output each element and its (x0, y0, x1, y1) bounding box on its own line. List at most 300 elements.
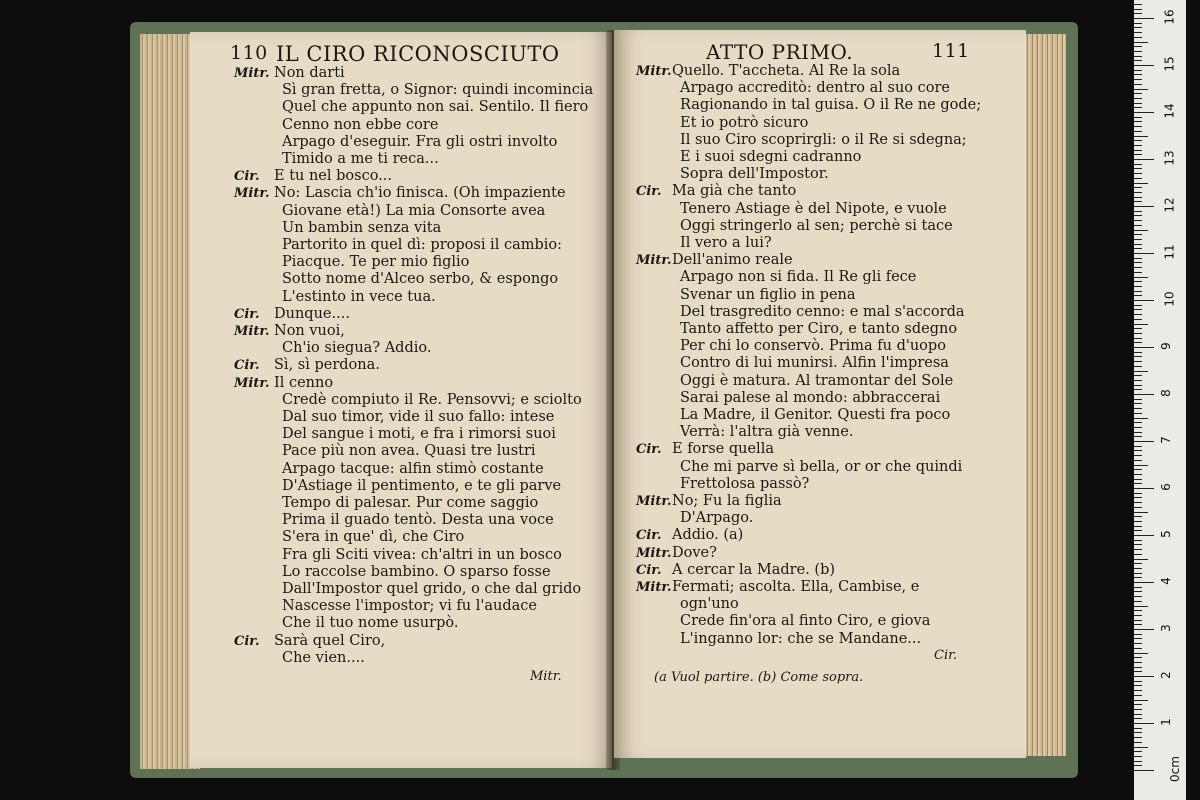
verse-text: Arpago d'eseguir. Fra gli ostri involto (282, 133, 558, 150)
ruler-tick (1134, 187, 1142, 188)
ruler-label: 3 (1158, 624, 1173, 632)
verse-text: Dove? (672, 544, 717, 561)
ruler-tick (1134, 281, 1142, 282)
ruler-tick (1134, 554, 1142, 555)
verse-text: Credè compiuto il Re. Pensovvi; e sciolto (282, 391, 582, 408)
ruler-tick (1134, 27, 1142, 28)
text-line (614, 304, 1026, 321)
ruler-tick (1134, 159, 1154, 160)
text-line (190, 495, 612, 512)
speaker-label: Mitr. (636, 580, 672, 595)
text-line (614, 373, 1026, 390)
ruler-tick (1134, 23, 1142, 24)
verse-text: Prima il guado tentò. Desta una voce (282, 512, 554, 529)
ruler-tick (1134, 93, 1142, 94)
ruler-tick (1134, 84, 1142, 85)
text-line (614, 321, 1026, 338)
ruler-label: 0cm (1167, 756, 1182, 782)
text-line (190, 323, 612, 340)
speaker-label: Cir. (636, 442, 662, 458)
text-line (614, 476, 1026, 493)
text-line (614, 390, 1026, 407)
text-line (614, 252, 1026, 269)
text-line (614, 613, 1026, 630)
right-page (614, 30, 1026, 758)
text-line (614, 441, 1026, 458)
text-line (190, 237, 612, 254)
right-catchword: Cir. (934, 648, 958, 663)
ruler-tick (1134, 347, 1154, 348)
text-line (614, 562, 1026, 579)
ruler-label: 13 (1162, 150, 1177, 166)
ruler-tick (1134, 559, 1148, 560)
speaker-label: Mitr. (636, 64, 672, 79)
ruler-tick (1134, 606, 1148, 607)
verse-text: Timido a me ti reca... (282, 151, 439, 167)
ruler-tick (1134, 634, 1142, 635)
ruler-tick (1134, 474, 1142, 475)
ruler-tick (1134, 685, 1142, 686)
verse-text: Il cenno (274, 374, 334, 391)
ruler-tick (1134, 455, 1142, 456)
ruler-tick (1134, 695, 1142, 696)
verse-text: Et io potrò sicuro (680, 114, 809, 131)
text-line (614, 97, 1026, 114)
ruler-tick (1134, 483, 1142, 484)
text-line (614, 424, 1026, 441)
speaker-label: Mitr. (636, 545, 672, 561)
ruler-tick (1134, 577, 1142, 578)
ruler-tick (1134, 112, 1154, 113)
verse-text: Sotto nome d'Alceo serbo, & espongo (282, 271, 559, 288)
ruler-tick (1134, 704, 1142, 705)
speaker-label: Cir. (234, 633, 260, 649)
speaker-label: Mitr. (234, 375, 270, 391)
ruler-tick (1134, 375, 1142, 376)
speaker-label: Mitr. (636, 494, 672, 509)
ruler-tick (1134, 319, 1142, 320)
speaker-label: Mitr. (234, 66, 270, 81)
verse-text: No: Lascia ch'io finisca. (Oh impaziente (274, 185, 566, 202)
text-line (190, 409, 612, 426)
ruler-tick (1134, 540, 1142, 541)
ruler-tick (1134, 591, 1142, 592)
ruler-tick (1134, 497, 1142, 498)
ruler-tick (1134, 770, 1154, 771)
ruler-tick (1134, 380, 1142, 381)
ruler-tick (1134, 267, 1142, 268)
ruler-tick (1134, 526, 1142, 527)
text-line (614, 269, 1026, 286)
right-page-number: 111 (932, 40, 970, 62)
ruler-label: 6 (1158, 483, 1173, 491)
text-line (190, 185, 612, 202)
verse-text: Fra gli Sciti vivea: ch'altri in un bosco (282, 546, 562, 563)
ruler-tick (1134, 568, 1142, 569)
text-line (614, 63, 1026, 80)
ruler-tick (1134, 671, 1142, 672)
ruler-tick (1134, 18, 1154, 19)
ruler-tick (1134, 432, 1142, 433)
ruler-tick (1134, 121, 1142, 122)
ruler-tick (1134, 385, 1142, 386)
ruler-tick (1134, 465, 1148, 466)
verse-text: L'inganno lor: che se Mandane... (680, 630, 922, 647)
verse-text: Del trasgredito cenno: e mal s'accorda (680, 303, 965, 320)
ruler-tick (1134, 648, 1142, 649)
ruler-label: 12 (1162, 197, 1177, 213)
ruler-tick (1134, 46, 1142, 47)
text-line (190, 220, 612, 237)
verse-text: Sopra dell'Impostor. (680, 166, 829, 183)
verse-text: E tu nel bosco... (274, 168, 393, 185)
ruler-label: 5 (1158, 530, 1173, 538)
ruler-tick (1134, 234, 1142, 235)
text-line (614, 338, 1026, 355)
ruler-tick (1134, 51, 1142, 52)
ruler-label: 1 (1158, 718, 1173, 726)
ruler-tick (1134, 413, 1142, 414)
text-line (614, 459, 1026, 476)
ruler-tick (1134, 333, 1142, 334)
verse-text: Quello. T'accheta. Al Re la sola (672, 63, 901, 79)
ruler-tick (1134, 427, 1142, 428)
text-line (614, 510, 1026, 527)
text-line (190, 117, 612, 134)
ruler-tick (1134, 728, 1142, 729)
verse-text: Dall'Impostor quel grido, o che dal grido (282, 581, 582, 597)
verse-text: Oggi stringerlo al sen; perchè si tace (680, 217, 953, 234)
ruler-tick (1134, 718, 1142, 719)
ruler-tick (1134, 65, 1154, 66)
ruler-tick (1134, 629, 1154, 630)
ruler-tick (1134, 389, 1142, 390)
ruler-tick (1134, 441, 1154, 442)
verse-text: D'Arpago. (680, 510, 754, 527)
ruler-tick (1134, 587, 1142, 588)
ruler-tick (1134, 653, 1148, 654)
ruler-tick (1134, 751, 1142, 752)
ruler-tick (1134, 761, 1142, 762)
ruler-label: 8 (1158, 389, 1173, 397)
right-running-title: ATTO PRIMO. (706, 40, 854, 64)
text-line (614, 115, 1026, 132)
ruler-tick (1134, 56, 1142, 57)
verse-text: Ragionando in tal guisa. O il Re ne gode; (680, 97, 982, 114)
text-line (614, 493, 1026, 510)
ruler-tick (1134, 201, 1142, 202)
ruler-tick (1134, 192, 1142, 193)
ruler-tick (1134, 277, 1148, 278)
text-line (190, 168, 612, 185)
ruler-tick (1134, 418, 1148, 419)
ruler-tick (1134, 42, 1148, 43)
verse-text: L'estinto in vece tua. (282, 288, 436, 305)
ruler-tick (1134, 168, 1142, 169)
ruler-tick (1134, 136, 1148, 137)
ruler-tick (1134, 596, 1142, 597)
ruler-tick (1134, 60, 1142, 61)
verse-text: Fermati; ascolta. Ella, Cambise, e (672, 579, 920, 595)
text-line (190, 564, 612, 581)
verse-text: Cenno non ebbe core (282, 116, 439, 133)
verse-text: No; Fu la figlia (672, 493, 782, 509)
ruler-tick (1134, 145, 1142, 146)
verse-text: Crede fin'ora al finto Ciro, e giova (680, 613, 931, 630)
verse-text: Sì gran fretta, o Signor: quindi incomincia (282, 82, 594, 99)
verse-text: E forse quella (672, 441, 774, 458)
ruler-tick (1134, 732, 1142, 733)
ruler-tick (1134, 342, 1142, 343)
verse-text: Sarai palese al mondo: abbraccerai (680, 389, 941, 406)
text-line (614, 218, 1026, 235)
ruler-label: 7 (1158, 436, 1173, 444)
ruler-tick (1134, 450, 1142, 451)
text-line (190, 99, 612, 116)
ruler-tick (1134, 601, 1142, 602)
verse-text: Lo raccolse bambino. O sparso fosse (282, 563, 551, 580)
ruler-tick (1134, 765, 1142, 766)
verse-text: Partorito in quel dì: proposi il cambio: (282, 237, 562, 253)
right-page-edges (1020, 34, 1066, 756)
ruler-tick (1134, 756, 1142, 757)
ruler-tick (1134, 742, 1142, 743)
text-line (190, 461, 612, 478)
text-line (190, 598, 612, 615)
ruler-tick (1134, 314, 1142, 315)
text-line (190, 512, 612, 529)
ruler-tick (1134, 89, 1148, 90)
text-line (190, 65, 612, 82)
ruler-tick (1134, 324, 1148, 325)
ruler-tick (1134, 211, 1142, 212)
ruler-tick (1134, 9, 1142, 10)
verse-text: Ma già che tanto (672, 183, 797, 200)
ruler-tick (1134, 239, 1142, 240)
text-line (190, 443, 612, 460)
ruler-label: 4 (1158, 577, 1173, 585)
verse-text: Ch'io siegua? Addio. (282, 340, 432, 357)
ruler-tick (1134, 371, 1148, 372)
verse-text: Dell'animo reale (672, 252, 793, 269)
text-line (190, 426, 612, 443)
ruler-tick (1134, 79, 1142, 80)
ruler-tick (1134, 493, 1142, 494)
verse-text: Dal suo timor, vide il suo fallo: intese (282, 409, 555, 425)
ruler-tick (1134, 253, 1154, 254)
text-line (190, 254, 612, 271)
verse-text: Sarà quel Ciro, (274, 632, 386, 649)
text-line (614, 527, 1026, 544)
ruler-tick (1134, 502, 1142, 503)
ruler-tick (1134, 262, 1142, 263)
ruler-tick (1134, 399, 1142, 400)
left-page-number: 110 (230, 42, 268, 64)
ruler-tick (1134, 4, 1142, 5)
verse-text: Tenero Astiage è del Nipote, e vuole (680, 200, 947, 217)
ruler-tick (1134, 70, 1142, 71)
verse-text: Addio. (a) (672, 527, 744, 544)
ruler-tick (1134, 460, 1142, 461)
ruler-label: 14 (1162, 103, 1177, 119)
speaker-label: Cir. (636, 184, 662, 200)
ruler-tick (1134, 183, 1148, 184)
text-line (190, 151, 612, 168)
ruler-tick (1134, 624, 1142, 625)
verse-text: Frettolosa passò? (680, 475, 810, 492)
left-catchword: Mitr. (530, 669, 562, 684)
ruler-tick (1134, 291, 1142, 292)
speaker-label: Mitr. (234, 324, 270, 339)
ruler-tick (1134, 747, 1148, 748)
ruler-tick (1134, 244, 1142, 245)
verse-text: Verrà: l'altra già venne. (680, 424, 854, 441)
ruler-label: 2 (1158, 671, 1173, 679)
ruler-tick (1134, 215, 1142, 216)
text-line (190, 581, 612, 598)
ruler-tick (1134, 573, 1142, 574)
ruler-tick (1134, 164, 1142, 165)
ruler-label: 16 (1162, 9, 1177, 25)
left-running-title: IL CIRO RICONOSCIUTO (276, 42, 560, 66)
ruler-label: 9 (1158, 342, 1173, 350)
ruler-tick (1134, 338, 1142, 339)
ruler-tick (1134, 206, 1154, 207)
ruler-label: 15 (1162, 56, 1177, 72)
verse-text: Piacque. Te per mio figlio (282, 254, 470, 271)
text-line (190, 615, 612, 632)
text-line (614, 132, 1026, 149)
ruler-tick (1134, 300, 1154, 301)
verse-text: A cercar la Madre. (b) (672, 561, 836, 578)
ruler-tick (1134, 230, 1148, 231)
ruler-tick (1134, 676, 1154, 677)
speaker-label: Mitr. (234, 186, 270, 202)
verse-text: Contro di lui munirsi. Alfin l'impresa (680, 355, 949, 372)
ruler-label: 10 (1162, 291, 1177, 307)
ruler-tick (1134, 150, 1142, 151)
ruler-tick (1134, 488, 1154, 489)
text-line (190, 547, 612, 564)
ruler-tick (1134, 197, 1142, 198)
ruler-tick (1134, 352, 1142, 353)
verse-text: Arpago non si fida. Il Re gli fece (680, 269, 917, 286)
ruler-tick (1134, 272, 1142, 273)
verse-text: Per chi lo conservò. Prima fu d'uopo (680, 338, 946, 355)
verse-text: Un bambin senza vita (282, 219, 442, 236)
text-line (614, 287, 1026, 304)
ruler-tick (1134, 610, 1142, 611)
ruler-tick (1134, 98, 1142, 99)
speaker-label: Cir. (234, 169, 260, 185)
text-line (190, 289, 612, 306)
text-line (614, 80, 1026, 97)
ruler-tick (1134, 700, 1148, 701)
verse-text: Tanto affetto per Ciro, e tanto sdegno (680, 321, 958, 337)
ruler-tick (1134, 32, 1142, 33)
text-line (614, 201, 1026, 218)
ruler-tick (1134, 709, 1142, 710)
text-line (614, 149, 1026, 166)
text-line (190, 392, 612, 409)
verse-text: Arpago accreditò: dentro al suo core (680, 80, 950, 97)
ruler-tick (1134, 667, 1142, 668)
text-line (614, 355, 1026, 372)
text-line (190, 203, 612, 220)
verse-text: Oggi è matura. Al tramontar del Sole (680, 372, 954, 389)
ruler-tick (1134, 436, 1142, 437)
ruler-tick (1134, 305, 1142, 306)
text-line (190, 271, 612, 288)
ruler-tick (1134, 13, 1142, 14)
ruler-tick (1134, 512, 1148, 513)
text-line (190, 529, 612, 546)
ruler-tick (1134, 479, 1142, 480)
ruler-tick (1134, 714, 1142, 715)
text-line (614, 631, 1026, 648)
ruler-tick (1134, 140, 1142, 141)
verse-text: Arpago tacque: alfin stimò costante (282, 460, 544, 477)
ruler-tick (1134, 225, 1142, 226)
speaker-label: Cir. (636, 562, 662, 578)
text-line (190, 340, 612, 357)
verse-text: Quel che appunto non sai. Sentilo. Il fiero (282, 99, 589, 116)
verse-text: S'era in que' dì, che Ciro (282, 529, 465, 546)
ruler-tick (1134, 328, 1142, 329)
ruler-tick (1134, 615, 1142, 616)
ruler-tick (1134, 394, 1154, 395)
ruler-tick (1134, 422, 1142, 423)
verse-text: Il suo Ciro scoprirgli: o il Re si sdegna; (680, 131, 967, 148)
verse-text: Del sangue i moti, e fra i rimorsi suoi (282, 426, 556, 443)
measuring-ruler (1134, 0, 1186, 800)
ruler-tick (1134, 737, 1142, 738)
ruler-tick (1134, 107, 1142, 108)
ruler-tick (1134, 366, 1142, 367)
ruler-tick (1134, 309, 1142, 310)
verse-text: Che vien.... (282, 649, 365, 666)
text-line (614, 166, 1026, 183)
ruler-tick (1134, 154, 1142, 155)
ruler-tick (1134, 37, 1142, 38)
verse-text: Dunque.... (274, 305, 350, 322)
ruler-tick (1134, 582, 1154, 583)
ruler-tick (1134, 295, 1142, 296)
ruler-tick (1134, 248, 1142, 249)
ruler-tick (1134, 131, 1142, 132)
ruler-tick (1134, 220, 1142, 221)
ruler-tick (1134, 403, 1142, 404)
ruler-tick (1134, 638, 1142, 639)
verse-text: D'Astiage il pentimento, e te gli parve (282, 477, 562, 494)
text-line (190, 650, 612, 667)
text-line (190, 633, 612, 650)
text-line (614, 407, 1026, 424)
text-line (614, 545, 1026, 562)
text-line (190, 82, 612, 99)
verse-text: Sì, sì perdona. (274, 357, 380, 374)
ruler-label: 11 (1162, 244, 1177, 260)
ruler-tick (1134, 563, 1142, 564)
text-line (190, 357, 612, 374)
verse-text: ogn'uno (680, 596, 739, 613)
ruler-tick (1134, 178, 1142, 179)
ruler-tick (1134, 74, 1142, 75)
ruler-tick (1134, 469, 1142, 470)
verse-text: La Madre, il Genitor. Questi fra poco (680, 407, 951, 423)
ruler-tick (1134, 544, 1142, 545)
right-footnote: (a Vuol partire. (b) Come sopra. (654, 670, 864, 685)
